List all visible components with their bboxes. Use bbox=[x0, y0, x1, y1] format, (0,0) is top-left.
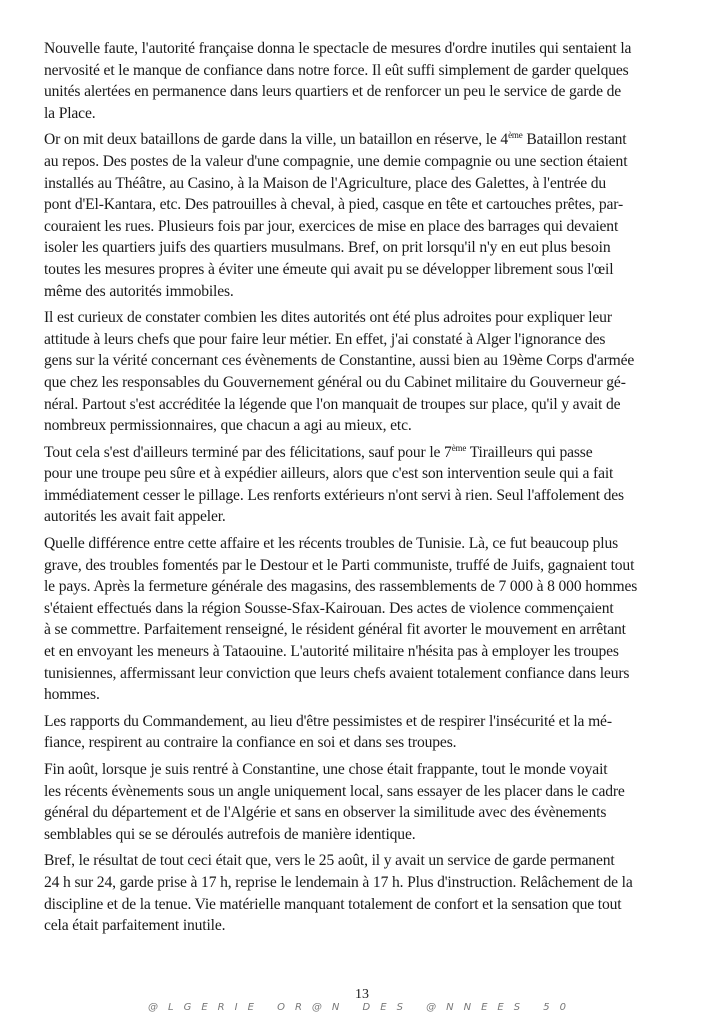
footer-collection-title: @LGERIE OR@N DES @NNEES 50 bbox=[148, 1002, 576, 1013]
paragraph-6 bbox=[44, 711, 684, 754]
paragraph-1 bbox=[44, 38, 684, 124]
paragraph-8 bbox=[44, 850, 684, 936]
text-line: néral. Partout s'est accréditée la légende que l'on manquait de troupes sur place, qu'il y avait de bbox=[44, 395, 621, 413]
paragraph-5 bbox=[44, 533, 684, 706]
text-line: gens sur la vérité concernant ces évènements de Constantine, aussi bien au 19ème Corps d'armée bbox=[44, 352, 635, 370]
text-line: les récents évènements sous un angle uniquement local, sans essayer de les placer dans le cadre bbox=[44, 782, 625, 800]
text-line: Nouvelle faute, l'autorité française donna le spectacle de mesures d'ordre inutiles qui sentaient la bbox=[44, 40, 632, 57]
text-line: nervosité et le manque de confiance dans notre force. Il eût suffi simplement de garder quelques bbox=[44, 61, 629, 79]
text-line: semblables qui se se déroulés autrefois de manière identique. bbox=[44, 825, 416, 843]
document-body bbox=[44, 38, 684, 942]
text-line: pont d'El-Kantara, etc. Des patrouilles à cheval, à pied, casque en tête et cartouches prêtes, par- bbox=[44, 196, 624, 214]
text-fragment: Bataillon restant bbox=[522, 131, 627, 149]
text-line: discipline et de la tenue. Vie matérielle manquant totalement de confort et la sensation que tout bbox=[44, 895, 622, 913]
text-line bbox=[44, 129, 684, 151]
text-fragment: Tout cela s'est d'ailleurs terminé par des félicitations, sauf pour le 7 bbox=[44, 443, 452, 461]
text-line: au repos. Des postes de la valeur d'une compagnie, une demie compagnie ou une section étaient bbox=[44, 152, 628, 170]
text-line: le pays. Après la fermeture générale des magasins, des rassemblements de 7 000 à 8 000 hommes bbox=[44, 578, 638, 596]
text-line: Les rapports du Commandement, au lieu d'être pessimistes et de respirer l'insécurité et la mé- bbox=[44, 712, 612, 730]
text-line: que chez les responsables du Gouvernement général ou du Cabinet militaire du Gouverneur gé- bbox=[44, 373, 626, 391]
text-line: isoler les quartiers juifs des quartiers musulmans. Bref, on prit lorsqu'il n'y en eut plus besoin bbox=[44, 239, 611, 257]
text-line: et en envoyant les meneurs à Tataouine. L'autorité militaire n'hésita pas à employer les troupes bbox=[44, 643, 619, 661]
text-line bbox=[44, 442, 684, 464]
paragraph-7 bbox=[44, 759, 684, 845]
text-line: Fin août, lorsque je suis rentré à Constantine, une chose était frappante, tout le monde voyait bbox=[44, 761, 608, 778]
text-line: la Place. bbox=[44, 104, 96, 122]
text-line: même des autorités immobiles. bbox=[44, 282, 234, 300]
text-fragment: Or on mit deux bataillons de garde dans la ville, un bataillon en réserve, le 4 bbox=[44, 131, 509, 149]
text-line: autorités les avait fait appeler. bbox=[44, 508, 226, 526]
text-line: Bref, le résultat de tout ceci était que, vers le 25 août, il y avait un service de garde permanent bbox=[44, 852, 615, 870]
text-line: cela était parfaitement inutile. bbox=[44, 917, 226, 935]
text-line: à se commettre. Parfaitement renseigné, le résident général fit avorter le mouvement en arrêtant bbox=[44, 621, 626, 639]
text-line: s'étaient effectués dans la région Sousse-Sfax-Kairouan. Des actes de violence commençaient bbox=[44, 599, 614, 617]
text-fragment: Tirailleurs qui passe bbox=[466, 443, 593, 461]
superscript: ème bbox=[508, 130, 523, 141]
text-line: tunisiennes, affermissant leur conviction que leurs chefs avaient totalement confiance dans leurs bbox=[44, 664, 630, 682]
text-line: général du département et de l'Algérie et sans en observer la similitude avec des évènements bbox=[44, 804, 607, 822]
text-line: nombreux permissionnaires, que chacun a agi au mieux, etc. bbox=[44, 417, 412, 435]
text-line: attitude à leurs chefs que pour faire leur métier. En effet, j'ai constaté à Alger l'ignorance des bbox=[44, 330, 606, 348]
text-line: pour une troupe peu sûre et à expédier ailleurs, alors que c'est son intervention seule qui a fait bbox=[44, 465, 614, 483]
paragraph-2 bbox=[44, 129, 684, 302]
text-line: unités alertées en permanence dans leurs quartiers et de renforcer un peu le service de garde de bbox=[44, 83, 622, 101]
paragraph-3 bbox=[44, 307, 684, 437]
text-line: fiance, respirent au contraire la confiance en soi et dans ses troupes. bbox=[44, 734, 457, 752]
text-line: toutes les mesures propres à éviter une émeute qui avait pu se développer librement sous l'œil bbox=[44, 260, 614, 278]
text-line: grave, des troubles fomentés par le Destour et le Parti communiste, truffé de Juifs, gagnaient tout bbox=[44, 556, 635, 574]
text-line: installés au Théâtre, au Casino, à la Maison de l'Agriculture, place des Galettes, à l'entrée du bbox=[44, 174, 607, 192]
text-line: Il est curieux de constater combien les dites autorités ont été plus adroites pour expliquer leur bbox=[44, 309, 612, 327]
text-line: couraient les rues. Plusieurs fois par jour, exercices de mise en place des barrages qui devaient bbox=[44, 217, 619, 235]
paragraph-4 bbox=[44, 442, 684, 528]
text-line: immédiatement cesser le pillage. Les renforts extérieurs n'ont servi à rien. Seul l'affolement des bbox=[44, 486, 624, 504]
page-number: 13 bbox=[355, 987, 369, 1002]
text-line: hommes. bbox=[44, 686, 100, 704]
text-line: Quelle différence entre cette affaire et les récents troubles de Tunisie. Là, ce fut beaucoup plus bbox=[44, 535, 619, 553]
superscript: ème bbox=[451, 442, 467, 453]
text-line: 24 h sur 24, garde prise à 17 h, reprise le lendemain à 17 h. Plus d'instruction. Relâchement de la bbox=[44, 873, 633, 891]
